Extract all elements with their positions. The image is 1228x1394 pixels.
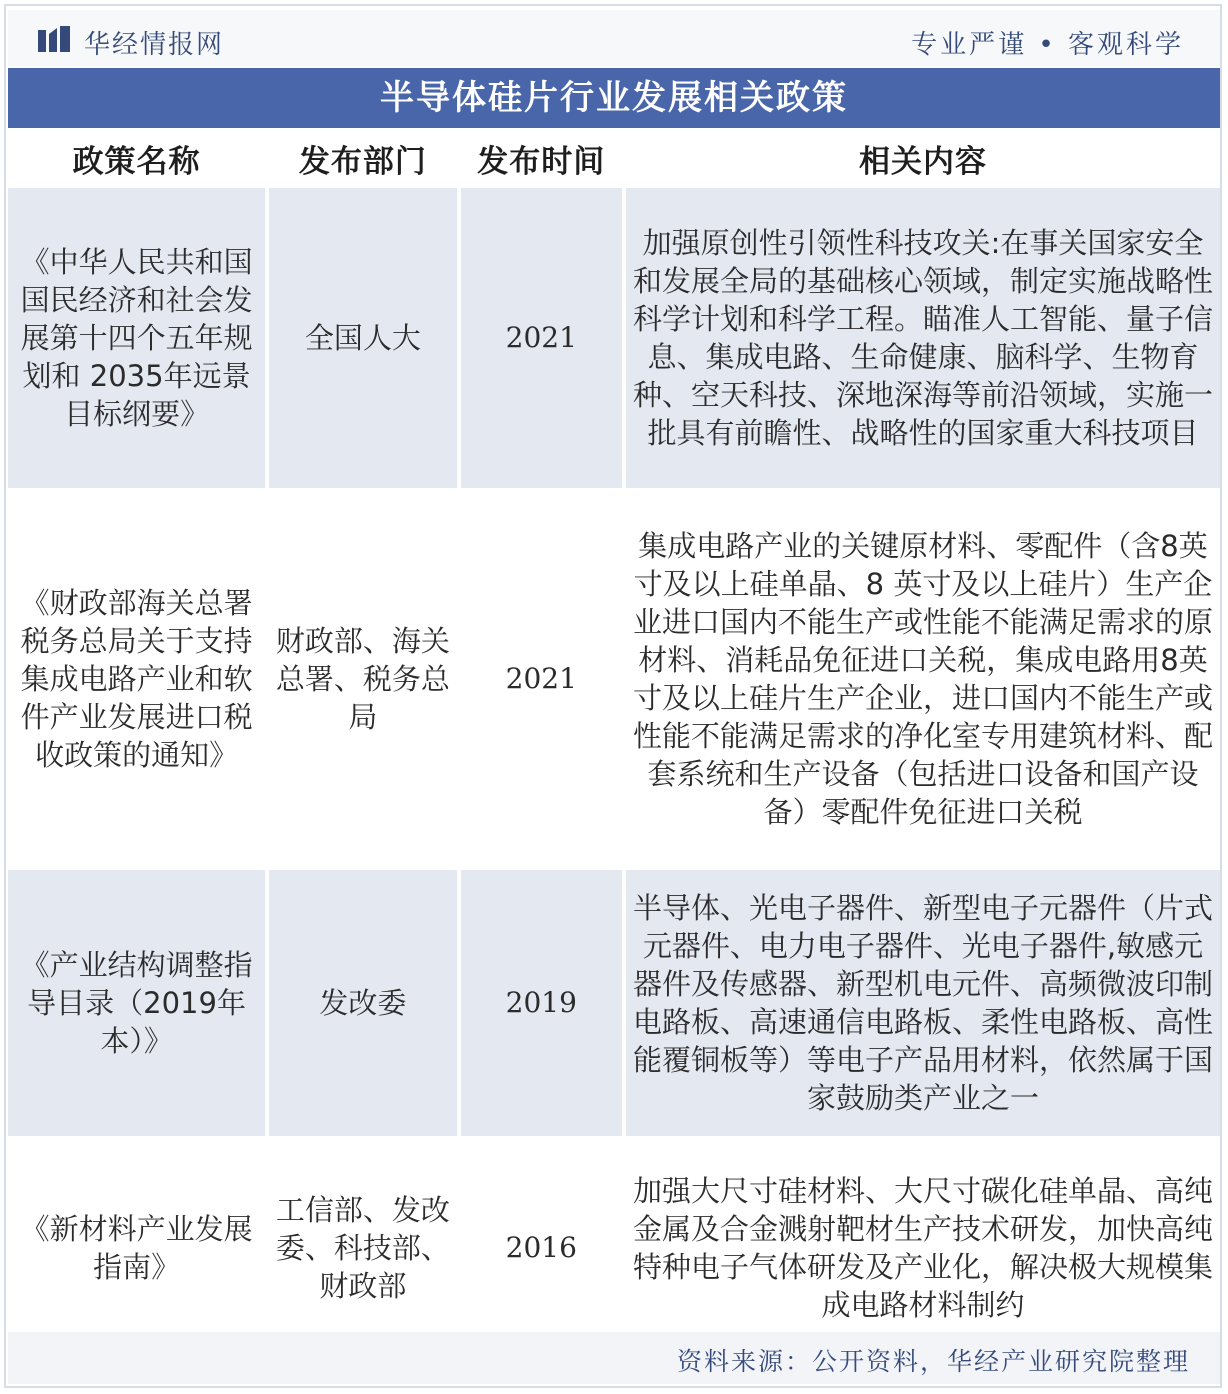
- department-cell: 全国人大: [269, 188, 456, 488]
- header-content: 相关内容: [858, 143, 987, 180]
- source-note: 资料来源：公开资料，华经产业研究院整理: [676, 1347, 1190, 1376]
- policy-name-cell: 《财政部海关总署税务总局关于支持集成电路产业和软件产业发展进口税收政策的通知》: [8, 490, 265, 868]
- department-cell: 工信部、发改委、科技部、财政部: [269, 1138, 456, 1358]
- header-department: 发布部门: [298, 143, 427, 180]
- header-policy-name: 政策名称: [72, 143, 201, 180]
- department-cell: 发改委: [269, 870, 456, 1136]
- table-row: [8, 188, 1220, 488]
- year-cell: 2021: [461, 490, 622, 868]
- content-cell: 半导体、光电子器件、新型电子元器件（片式元器件、电力电子器件、光电子器件,敏感元器件及传感器、新型机电元件、高频微波印制电路板、高速通信电路板、柔性电路板、高性能覆铜板等）等电子产品用材料，依然属于国家鼓励类产业之一: [626, 870, 1220, 1136]
- header-date: 发布时间: [477, 143, 606, 180]
- page-title: 半导体硅片行业发展相关政策: [8, 68, 1220, 128]
- policy-name-cell: 《中华人民共和国国民经济和社会发展第十四个五年规划和 2035年远景目标纲要》: [8, 188, 265, 488]
- table-row: [8, 870, 1220, 1136]
- brand-slogan: 专业严谨 • 客观科学: [911, 30, 1184, 60]
- table-row: [8, 1138, 1220, 1358]
- content-cell: 加强大尺寸硅材料、大尺寸碳化硅单晶、高纯金属及合金溅射靶材生产技术研发，加快高纯特种电子气体研发及产业化，解决极大规模集成电路材料制约: [626, 1138, 1220, 1358]
- table-header-row: [8, 130, 1220, 186]
- brand-header: [8, 10, 1220, 66]
- table-row: [8, 490, 1220, 868]
- content-cell: 集成电路产业的关键原材料、零配件（含8英寸及以上硅单晶、8 英寸及以上硅片）生产企业进口国内不能生产或性能不能满足需求的原材料、消耗品免征进口关税，集成电路用8英寸及以上硅片生产企业，进口国内不能生产或性能不能满足需求的净化室专用建筑材料、配套系统和生产设备（包括进口设备和国产设备）零配件免征进口关税: [626, 490, 1220, 868]
- brand-name: 华经情报网: [84, 30, 225, 60]
- year-cell: 2016: [461, 1138, 622, 1358]
- policy-name-cell: 《新材料产业发展指南》: [8, 1138, 265, 1358]
- year-cell: 2019: [461, 870, 622, 1136]
- content-cell: 加强原创性引领性科技攻关:在事关国家安全和发展全局的基础核心领域，制定实施战略性科学计划和科学工程。瞄准人工智能、量子信息、集成电路、生命健康、脑科学、生物育种、空天科技、深地深海等前沿领域，实施一批具有前瞻性、战略性的国家重大科技项目: [626, 188, 1220, 488]
- year-cell: 2021: [461, 188, 622, 488]
- brand-logo-icon: [36, 24, 72, 54]
- policy-name-cell: 《产业结构调整指导目录（2019年本）》: [8, 870, 265, 1136]
- source-footer: [8, 1332, 1220, 1384]
- department-cell: 财政部、海关总署、税务总局: [269, 490, 456, 868]
- policy-table: [8, 130, 1220, 1358]
